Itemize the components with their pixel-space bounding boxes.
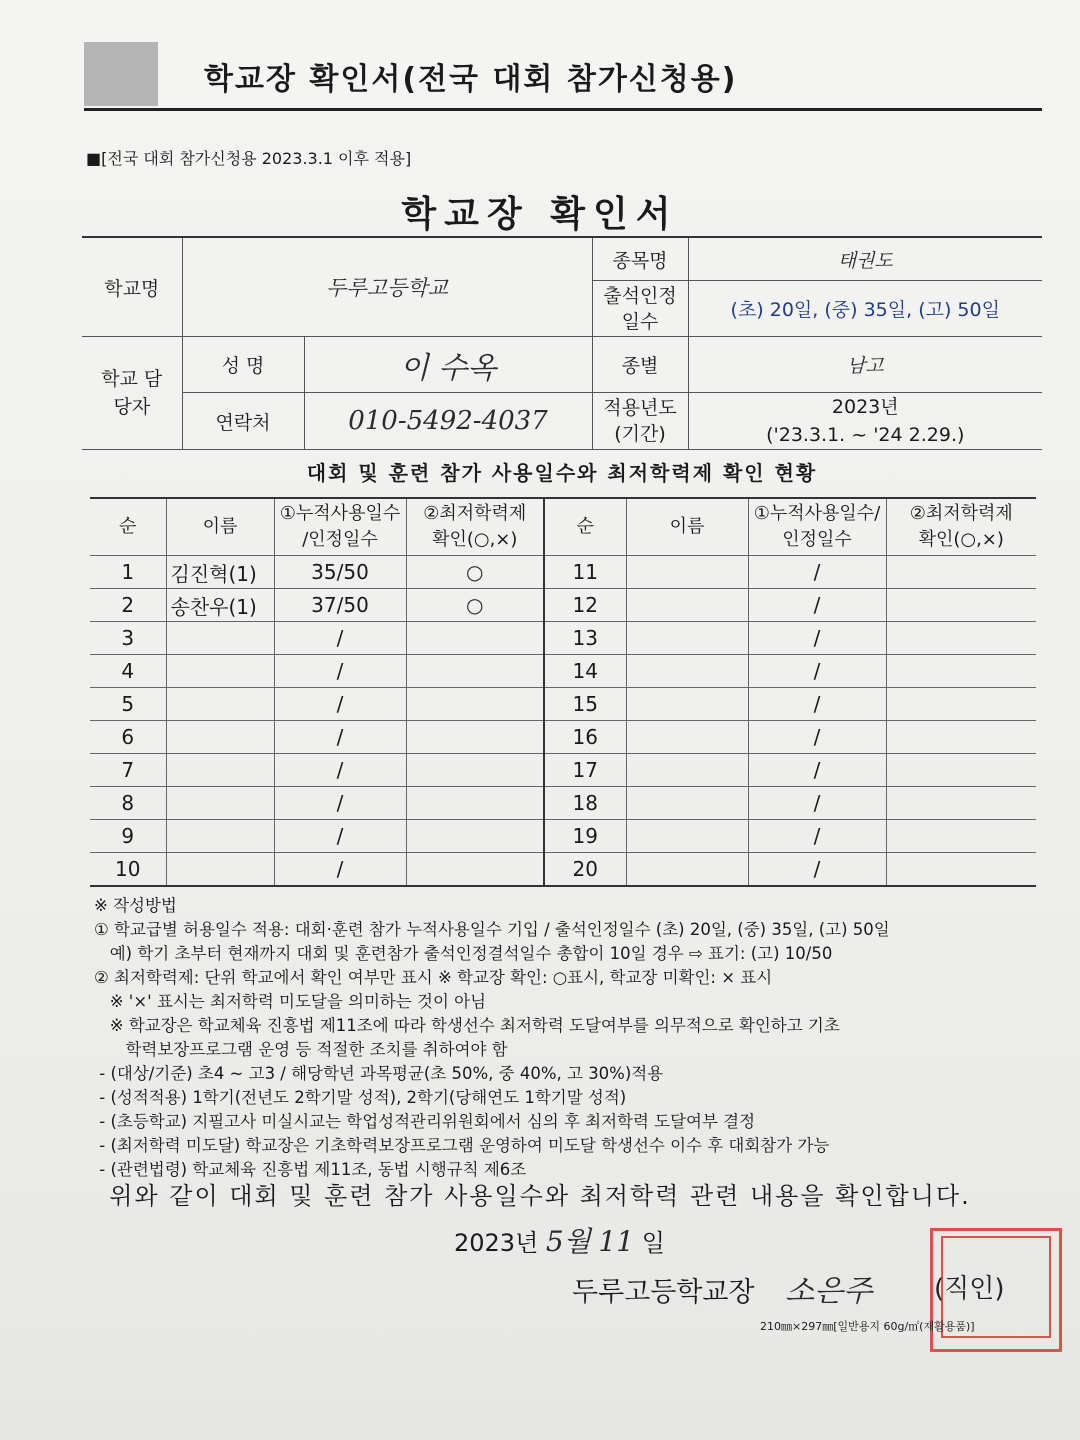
row-days: / (274, 655, 406, 688)
table-row (90, 622, 1036, 655)
row-days-2: / (748, 688, 886, 721)
principal-label: 두루고등학교장 (572, 1277, 755, 1308)
row-days-2: / (748, 721, 886, 754)
row-days-2: / (748, 556, 886, 589)
school-label: 학교명 (82, 237, 182, 337)
row-name-2 (626, 622, 748, 655)
row-check-2 (886, 655, 1036, 688)
header-check2-line2: 확인(○,×) (918, 529, 1004, 550)
row-days-2: / (748, 589, 886, 622)
row-days-2: / (748, 853, 886, 887)
section-title: 대회 및 훈련 참가 사용일수와 최저학력제 확인 현황 (306, 461, 818, 485)
row-check-2 (886, 721, 1036, 754)
row-days: / (274, 688, 406, 721)
header-check (406, 498, 544, 556)
attendance-value: (초) 20일, (중) 35일, (고) 50일 (688, 281, 1042, 337)
row-days-2: / (748, 622, 886, 655)
row-days: / (274, 820, 406, 853)
name-label: 성 명 (182, 337, 304, 393)
sport-label: 종목명 (592, 237, 688, 281)
row-days: / (274, 622, 406, 655)
row-name-2 (626, 589, 748, 622)
header-days-2 (748, 498, 886, 556)
period-value: ('23.3.1. ~ '24 2.29.) (766, 424, 965, 446)
table-row (90, 655, 1036, 688)
note-line: ※ 작성방법 (94, 896, 177, 915)
row-number: 8 (90, 787, 166, 820)
row-check-2 (886, 589, 1036, 622)
row-days: / (274, 721, 406, 754)
row-check-2 (886, 754, 1036, 787)
gender-value: 남고 (688, 337, 1042, 393)
principal-signature: 소은주 (785, 1274, 873, 1309)
row-check-2 (886, 622, 1036, 655)
row-number: 10 (90, 853, 166, 887)
paper-spec-note: 210㎜×297㎜[일반용지 60g/㎡(재활용품)] (760, 1320, 975, 1333)
table-row (90, 589, 1036, 622)
row-number: 1 (90, 556, 166, 589)
row-check (406, 820, 544, 853)
header-seq-2: 순 (544, 498, 626, 556)
row-days: 37/50 (274, 589, 406, 622)
row-number-2: 17 (544, 754, 626, 787)
table-row (90, 754, 1036, 787)
records-header-row (90, 498, 1036, 556)
sport-value: 태권도 (688, 237, 1042, 281)
row-check (406, 688, 544, 721)
header-days (274, 498, 406, 556)
row-name (166, 688, 274, 721)
row-name (166, 655, 274, 688)
header-days2-line2: 인정일수 (782, 529, 852, 550)
row-name: 김진혁(1) (166, 556, 274, 589)
table-row (90, 688, 1036, 721)
row-days-2: / (748, 754, 886, 787)
row-check: ○ (406, 556, 544, 589)
row-number-2: 18 (544, 787, 626, 820)
contact-value: 010-5492-4037 (304, 393, 592, 450)
row-number-2: 19 (544, 820, 626, 853)
header-check-line1: ②최저학력제 (423, 503, 527, 524)
gender-label: 종별 (592, 337, 688, 393)
row-days-2: / (748, 787, 886, 820)
row-name-2 (626, 721, 748, 754)
row-number-2: 11 (544, 556, 626, 589)
row-check-2 (886, 556, 1036, 589)
row-number-2: 12 (544, 589, 626, 622)
row-number-2: 13 (544, 622, 626, 655)
document-header (84, 42, 1042, 111)
note-line: - (대상/기준) 초4 ~ 고3 / 해당학년 과목평균(초 50%, 중 40%, 고 30%)적용 (94, 1064, 664, 1083)
header-days2-line1: ①누적사용일수/ (753, 503, 881, 524)
row-check-2 (886, 820, 1036, 853)
page-title: 학교장 확인서 (401, 194, 679, 235)
note-line: - (관련법령) 학교체육 진흥법 제11조, 동법 시행규칙 제6조 (94, 1160, 527, 1179)
row-check (406, 853, 544, 887)
name-value: 이 수옥 (304, 337, 592, 393)
row-days: 35/50 (274, 556, 406, 589)
row-name (166, 721, 274, 754)
row-name (166, 853, 274, 887)
row-days: / (274, 853, 406, 887)
table-row (90, 853, 1036, 887)
row-name-2 (626, 688, 748, 721)
header-check-line2: 확인(○,×) (432, 529, 518, 550)
row-name-2 (626, 655, 748, 688)
row-check (406, 754, 544, 787)
header-days-line2: /인정일수 (302, 529, 378, 550)
date-year: 2023년 (454, 1229, 539, 1257)
date-day: 11 (598, 1225, 635, 1258)
contact-label: 연락처 (182, 393, 304, 450)
row-name-2 (626, 820, 748, 853)
note-line: ② 최저학력제: 단위 학교에서 확인 여부만 표시 ※ 학교장 확인: ○표시, 학교장 미확인: × 표시 (94, 968, 773, 987)
row-number: 5 (90, 688, 166, 721)
row-days-2: / (748, 820, 886, 853)
year-value: 2023년 (831, 396, 899, 418)
row-name-2 (626, 754, 748, 787)
note-line: ※ 학교장은 학교체육 진흥법 제11조에 따라 학생선수 최저학력 도달여부를 의무적으로 확인하고 기초 (94, 1016, 840, 1035)
row-number-2: 14 (544, 655, 626, 688)
date-line (454, 1220, 665, 1260)
row-number: 7 (90, 754, 166, 787)
records-body (90, 556, 1036, 887)
year-cell (688, 393, 1042, 450)
header-check-2 (886, 498, 1036, 556)
records-table (90, 497, 1036, 887)
row-check-2 (886, 853, 1036, 887)
header-gray-block (84, 42, 158, 106)
row-number-2: 15 (544, 688, 626, 721)
header-name: 이름 (166, 498, 274, 556)
note-line: - (최저학력 미도달) 학교장은 기초학력보장프로그램 운영하여 미도달 학생선수 이수 후 대회참가 가능 (94, 1136, 830, 1155)
row-check (406, 787, 544, 820)
row-name (166, 754, 274, 787)
header-days-line1: ①누적사용일수 (279, 503, 401, 524)
school-value: 두루고등학교 (182, 237, 592, 337)
row-name-2 (626, 556, 748, 589)
row-number: 9 (90, 820, 166, 853)
row-check: ○ (406, 589, 544, 622)
row-number-2: 20 (544, 853, 626, 887)
row-check-2 (886, 787, 1036, 820)
row-number: 2 (90, 589, 166, 622)
row-number: 3 (90, 622, 166, 655)
date-day-suffix: 일 (641, 1229, 665, 1257)
row-days: / (274, 754, 406, 787)
header-seq: 순 (90, 498, 166, 556)
header-title: 학교장 확인서(전국 대회 참가신청용) (204, 62, 738, 97)
stamp-label: (직인) (934, 1274, 1005, 1304)
table-row (90, 820, 1036, 853)
info-table (82, 236, 1042, 450)
note-line: ※ '×' 표시는 최저학력 미도달을 의미하는 것이 아님 (94, 992, 487, 1011)
note-line: 학력보장프로그램 운영 등 적절한 조치를 취하여야 함 (94, 1040, 508, 1059)
note-line: ① 학교급별 허용일수 적용: 대회·훈련 참가 누적사용일수 기입 / 출석인정일수 (초) 20일, (중) 35일, (고) 50일 (94, 920, 890, 939)
staff-label: 학교 담당자 (82, 337, 182, 450)
row-days: / (274, 787, 406, 820)
principal-line (572, 1266, 872, 1310)
confirmation-statement: 위와 같이 대회 및 훈련 참가 사용일수와 최저학력 관련 내용을 확인합니다. (109, 1182, 971, 1210)
table-row (90, 721, 1036, 754)
year-label: 적용년도 (기간) (592, 393, 688, 450)
row-check-2 (886, 688, 1036, 721)
attendance-label: 출석인정 일수 (592, 281, 688, 337)
row-check (406, 655, 544, 688)
row-name: 송찬우(1) (166, 589, 274, 622)
header-check2-line1: ②최저학력제 (909, 503, 1013, 524)
table-row (90, 787, 1036, 820)
note-line: - (초등학교) 지필고사 미실시교는 학업성적관리위원회에서 심의 후 최저학력 도달여부 결정 (94, 1112, 756, 1131)
note-line: 예) 학기 초부터 현재까지 대회 및 훈련참가 출석인정결석일수 총합이 10일 경우 ⇨ 표기: (고) 10/50 (94, 944, 833, 963)
row-number: 6 (90, 721, 166, 754)
note-line: - (성적적용) 1학기(전년도 2학기말 성적), 2학기(당해연도 1학기말 성적) (94, 1088, 627, 1107)
applicability-note: ■[전국 대회 참가신청용 2023.3.1 이후 적용] (86, 149, 412, 168)
row-name-2 (626, 853, 748, 887)
header-name-2: 이름 (626, 498, 748, 556)
row-name (166, 787, 274, 820)
row-check (406, 622, 544, 655)
row-number: 4 (90, 655, 166, 688)
row-name (166, 622, 274, 655)
row-number-2: 16 (544, 721, 626, 754)
notes-section (94, 894, 1044, 1182)
row-name (166, 820, 274, 853)
row-days-2: / (748, 655, 886, 688)
row-name-2 (626, 787, 748, 820)
table-row (90, 556, 1036, 589)
row-check (406, 721, 544, 754)
date-month: 5월 (545, 1225, 591, 1258)
